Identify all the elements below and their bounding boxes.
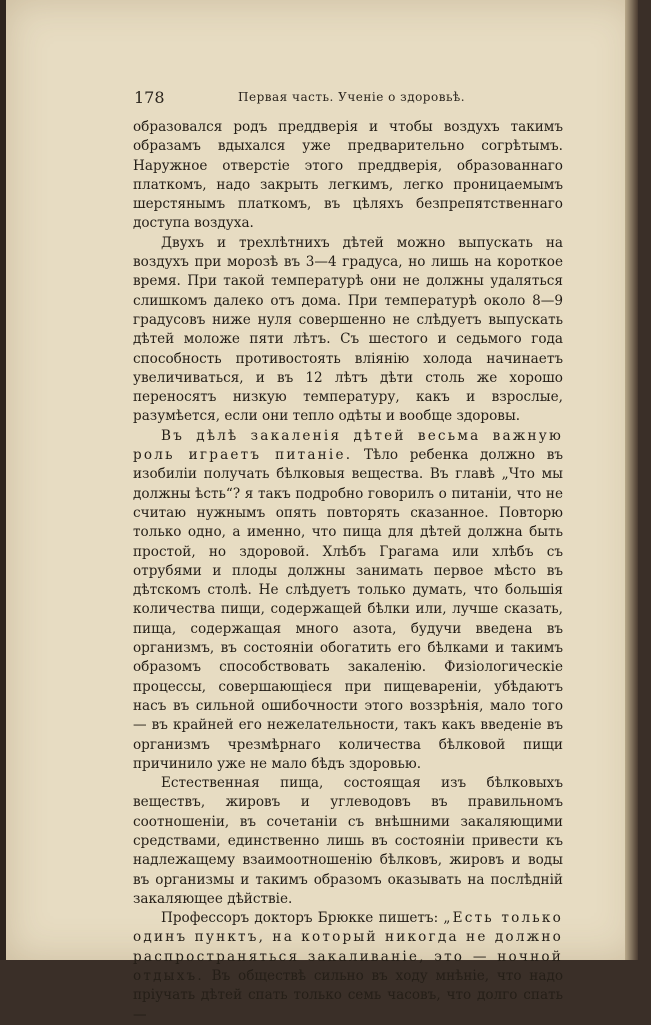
running-title: Первая часть. Ученіе о здоровьѣ. xyxy=(238,90,466,104)
paragraph-text: Тѣло ребенка должно въ изобиліи получать бѣлковыя вещества. Въ главѣ „Что мы должны ѣсть“? я такъ подробно говорилъ о питаніи, что не считаю нужнымъ опять повторять сказанное. Повторю только одно, а именно, что пища для дѣтей должна быть простой, но здоровой. Хлѣбъ Грагама или хлѣбъ съ отрубями и плоды должны занимать первое мѣсто въ дѣтскомъ столѣ. Не слѣдуетъ только думать, что большія количества пищи, содержащей бѣлки или, лучше сказать, пища, содержащая много азота, будучи введена въ организмъ, въ состояніи обогатить его бѣлками и такимъ образомъ способствовать закаленію. Физіологическіе процессы, совершающіеся при пищевареніи, убѣдаютъ насъ въ сильной ошибочности этого воззрѣнія, мало того — въ крайней его нежелательности, такъ какъ введеніе въ организмъ чрезмѣрнаго количества бѣлковой пищи причинило уже не мало бѣдъ здоровью. xyxy=(133,447,563,772)
paragraph-text: образовался родъ преддверія и чтобы воздухъ такимъ образамъ вдыхался уже предварительно согрѣтымъ. Наружное отверстіе этого преддверія, образованнаго платкомъ, надо закрыть легкимъ, легко проницаемымъ шерстянымъ платкомъ, въ цѣляхъ безпрепятственнаго доступа воздуха. xyxy=(133,119,563,232)
page-body xyxy=(133,118,563,1025)
paragraph-text: Въ обществѣ сильно въ ходу мнѣніе, что надо пріучать дѣтей спать только семь часовъ, что долго спать — xyxy=(133,968,563,1023)
page-edge xyxy=(625,0,638,960)
page-number: 178 xyxy=(134,88,165,107)
paragraph xyxy=(133,774,563,909)
paragraph xyxy=(133,909,563,1025)
page-header xyxy=(134,88,564,110)
paragraph-text: Естественная пища, состоящая изъ бѣлковыхъ веществъ, жировъ и углеводовъ въ правильномъ соотношеніи, въ сочетаніи съ внѣшними закаляющими средствами, единственно лишь въ состояніи привести къ надлежащему взаимоотношенію бѣлковъ, жировъ и воды въ организмы и такимъ образомъ оказывать на послѣдній закаляющее дѣйствіе. xyxy=(133,775,563,907)
paragraph-text: Двухъ и трехлѣтнихъ дѣтей можно выпускать на воздухъ при морозѣ въ 3—4 градуса, но лишь на короткое время. При такой температурѣ они не должны удаляться слишкомъ далеко отъ дома. При температурѣ около 8—9 градусовъ ниже нуля совершенно не слѣдуетъ выпускать дѣтей моложе пяти лѣтъ. Съ шестого и седьмого года способность противостоять вліянію холода начинаетъ увеличиваться, и въ 12 лѣтъ дѣти столь же хорошо переносятъ низкую температуру, какъ и взрослые, разумѣется, если они тепло одѣты и вообще здоровы. xyxy=(133,234,563,425)
paragraph xyxy=(133,427,563,774)
quoted-emphasis: „Есть только одинъ пунктъ, на который никогда не должно распространяться закаливаніе, это — ночной отдыхъ. xyxy=(133,910,563,985)
paragraph xyxy=(133,234,563,427)
paragraph-text: Профессоръ докторъ Брюкке пишетъ: xyxy=(161,910,444,927)
emphasized-text: Въ дѣлѣ закаленія дѣтей весьма важную роль играетъ питаніе. xyxy=(133,427,563,464)
paragraph xyxy=(133,118,563,234)
